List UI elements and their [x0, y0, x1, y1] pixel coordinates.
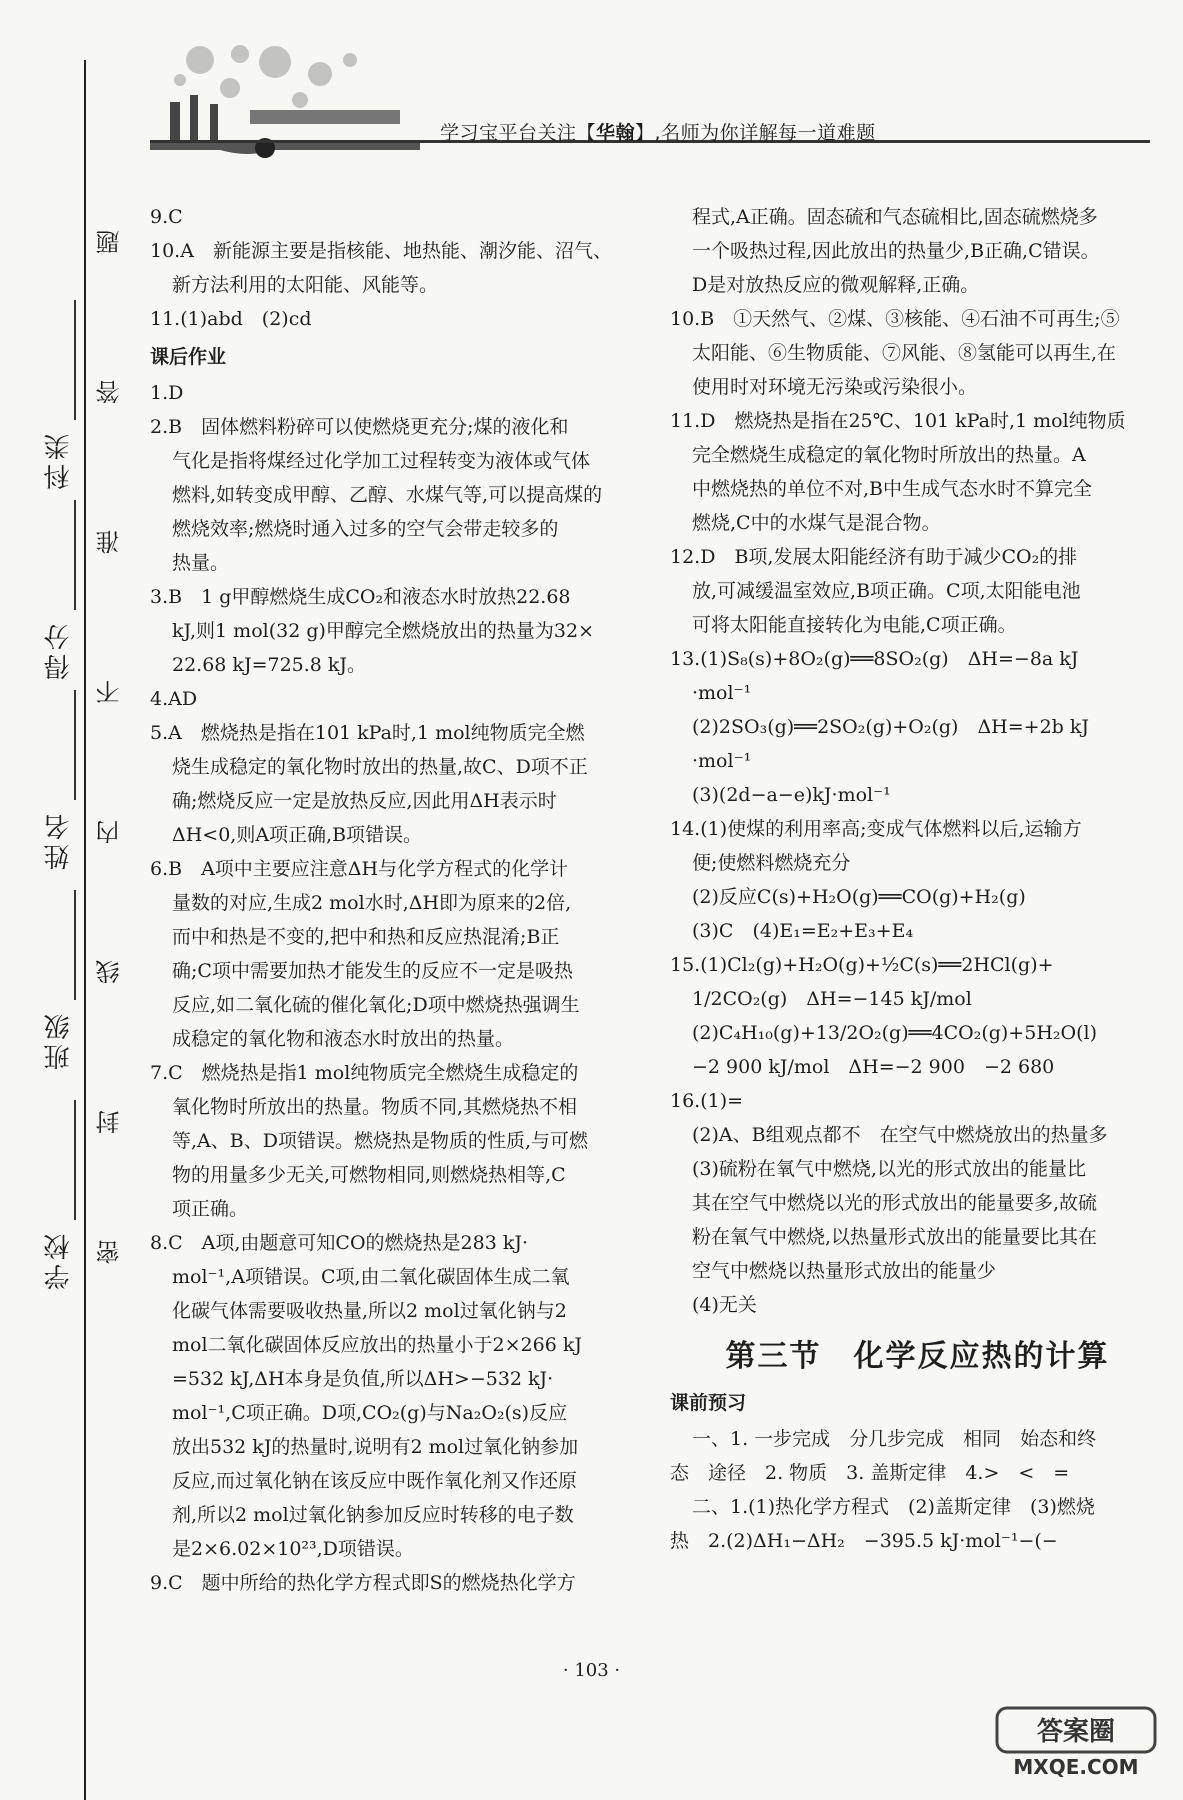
answer-line: (2)C₄H₁₀(g)+13/2O₂(g)══4CO₂(g)+5H₂O(l)	[692, 1022, 1097, 1044]
name-blank	[74, 690, 76, 800]
preview-line: 一、1. 一步完成 分几步完成 相同 始态和终	[692, 1428, 1097, 1450]
answer-line: (3)硫粉在氧气中燃烧,以光的形式放出的能量比	[692, 1158, 1086, 1180]
svg-text:MXQE.COM: MXQE.COM	[1013, 1755, 1139, 1779]
answer-line: (2)反应C(s)+H₂O(g)══CO(g)+H₂(g)	[692, 886, 1026, 908]
answer-line: (2)A、B组观点都不 在空气中燃烧放出的热量多	[692, 1124, 1108, 1146]
answer-line: 可将太阳能直接转化为电能,C项正确。	[692, 614, 1017, 636]
answer-line: 14.(1)使煤的利用率高;变成气体燃料以后,运输方	[670, 818, 1082, 840]
preview-line: 态 途径 2. 物质 3. 盖斯定律 4.> < =	[670, 1462, 1070, 1484]
answer-line: 新方法利用的太阳能、风能等。	[172, 274, 439, 296]
answer-line: 一个吸热过程,因此放出的热量少,B正确,C错误。	[692, 240, 1100, 262]
answer-line: (2)2SO₃(g)══2SO₂(g)+O₂(g) ΔH=+2b kJ	[692, 716, 1090, 738]
preview-line: 二、1.(1)热化学方程式 (2)盖斯定律 (3)燃烧	[692, 1496, 1095, 1518]
answer-line: 气化是指将煤经过化学加工过程转变为液体或气体	[172, 450, 591, 472]
answer-line: 燃烧效率;燃烧时通入过多的空气会带走较多的	[172, 518, 559, 540]
answer-line: 22.68 kJ=725.8 kJ。	[172, 654, 367, 676]
header-slogan: 学习宝平台关注【华翰】,名师为你详解每一道难题	[440, 122, 876, 144]
answer-line: 3.B 1 g甲醇燃烧生成CO₂和液态水时放热22.68	[150, 586, 571, 608]
answer-line: 而中和热是不变的,把中和热和反应热混淆;B正	[172, 926, 560, 948]
answer-line: 剂,所以2 mol过氧化钠参加反应时转移的电子数	[172, 1504, 574, 1526]
answer-line: 成稳定的氧化物和液态水时放出的热量。	[172, 1028, 515, 1050]
section-heading: 课后作业	[150, 346, 227, 368]
svg-text:答案圈: 答案圈	[1036, 1717, 1116, 1747]
seal-char: 题	[96, 230, 124, 254]
preview-line: 热 2.(2)ΔH₁−ΔH₂ −395.5 kJ·mol⁻¹−(−	[670, 1530, 1058, 1552]
preview-heading: 课前预习	[670, 1392, 747, 1414]
answer-line: 项正确。	[172, 1198, 249, 1220]
section-title: 第三节 化学反应热的计算	[725, 1339, 1110, 1374]
answer-line: 中燃烧热的单位不对,B中生成气态水时不算完全	[692, 478, 1093, 500]
answer-line: 反应,如二氧化硫的催化氧化;D项中燃烧热强调生	[172, 994, 580, 1016]
seal-char: 不	[96, 680, 124, 704]
answer-line: 太阳能、⑥生物质能、⑦风能、⑧氢能可以再生,在	[692, 342, 1117, 364]
answer-line: D是对放热反应的微观解释,正确。	[692, 274, 980, 296]
answer-line: 是2×6.02×10²³,D项错误。	[172, 1538, 414, 1560]
answer-line: 12.D B项,发展太阳能经济有助于减少CO₂的排	[670, 546, 1078, 568]
label-score: 得分	[44, 620, 74, 680]
answer-line: (3)C (4)E₁=E₂+E₃+E₄	[692, 920, 914, 942]
label-name: 姓名	[44, 810, 74, 870]
answer-line: 1/2CO₂(g) ΔH=−145 kJ/mol	[692, 988, 972, 1010]
binding-margin	[0, 0, 130, 1800]
answer-line: 空气中燃烧以热量形式放出的能量少	[692, 1260, 997, 1282]
answer-line: kJ,则1 mol(32 g)甲醇完全燃烧放出的热量为32×	[172, 620, 595, 642]
answer-line: 烧生成稳定的氧化物时放出的热量,故C、D项不正	[172, 756, 588, 778]
answer-line: 量数的对应,生成2 mol水时,ΔH即为原来的2倍,	[172, 892, 572, 914]
score-blank	[74, 500, 76, 610]
seal-char: 内	[96, 820, 124, 844]
answer-line: mol二氧化碳固体反应放出的热量小于2×266 kJ	[172, 1334, 582, 1356]
answer-line: 物的用量多少无关,可燃物相同,则燃烧热相等,C	[172, 1164, 566, 1186]
answer-line: 8.C A项,由题意可知CO的燃烧热是283 kJ·	[150, 1232, 529, 1254]
answer-line: 4.AD	[150, 688, 198, 710]
watermark-logo	[991, 1702, 1161, 1782]
answer-line: 13.(1)S₈(s)+8O₂(g)══8SO₂(g) ΔH=−8a kJ	[670, 648, 1079, 670]
seal-char: 密	[96, 1240, 124, 1264]
answer-line: 等,A、B、D项错误。燃烧热是物质的性质,与可燃	[172, 1130, 588, 1152]
answer-line: 热量。	[172, 552, 230, 574]
label-subject: 科类	[44, 430, 74, 490]
answer-line: =532 kJ,ΔH本身是负值,所以ΔH>−532 kJ·	[172, 1368, 554, 1390]
answer-line: 其在空气中燃烧以光的形式放出的能量要多,故硫	[692, 1192, 1098, 1214]
answer-line: 便;使燃料燃烧充分	[692, 852, 851, 874]
answer-line: 化碳气体需要吸收热量,所以2 mol过氧化钠与2	[172, 1300, 567, 1322]
answer-line: 使用时对环境无污染或污染很小。	[692, 376, 978, 398]
answer-line: (3)(2d−a−e)kJ·mol⁻¹	[692, 784, 891, 806]
answer-line: 放,可减缓温室效应,B项正确。C项,太阳能电池	[692, 580, 1081, 602]
answer-line: 6.B A项中主要应注意ΔH与化学方程式的化学计	[150, 858, 569, 880]
answer-line: 放出532 kJ的热量时,说明有2 mol过氧化钠参加	[172, 1436, 579, 1458]
subject-blank	[74, 300, 76, 420]
answer-line: ·mol⁻¹	[692, 750, 752, 772]
right-column	[670, 200, 1165, 1558]
answer-line: (4)无关	[692, 1294, 757, 1316]
answer-line: 16.(1)=	[670, 1090, 744, 1112]
seal-char: 答	[96, 380, 124, 404]
seal-char: 准	[96, 530, 124, 554]
left-column	[150, 200, 650, 1600]
answer-line: 确;C项中需要加热才能发生的反应不一定是吸热	[172, 960, 573, 982]
label-school: 学校	[44, 1230, 74, 1290]
seal-char: 封	[96, 1110, 124, 1134]
answer-line: 完全燃烧生成稳定的氧化物时所放出的热量。A	[692, 444, 1086, 466]
answer-line: 2.B 固体燃料粉碎可以使燃烧更充分;煤的液化和	[150, 416, 569, 438]
answer-line: mol⁻¹,A项错误。C项,由二氧化碳固体生成二氧	[172, 1266, 570, 1288]
answer-line: 11.D 燃烧热是指在25℃、101 kPa时,1 mol纯物质	[670, 410, 1126, 432]
answer-line: 9.C 题中所给的热化学方程式即S的燃烧热化学方	[150, 1572, 576, 1594]
binding-line	[84, 60, 86, 1800]
answer-line: 9.C	[150, 206, 183, 228]
answer-line: 氧化物时所放出的热量。物质不同,其燃烧热不相	[172, 1096, 578, 1118]
answer-line: 10.B ①天然气、②煤、③核能、④石油不可再生;⑤	[670, 308, 1120, 330]
answer-line: 15.(1)Cl₂(g)+H₂O(g)+½C(s)══2HCl(g)+	[670, 954, 1054, 976]
seal-char: 线	[96, 960, 124, 984]
answer-line: ΔH<0,则A项正确,B项错误。	[172, 824, 423, 846]
answer-line: 10.A 新能源主要是指核能、地热能、潮汐能、沼气、	[150, 240, 612, 262]
answer-line: 程式,A正确。固态硫和气态硫相比,固态硫燃烧多	[692, 206, 1098, 228]
answer-line: 确;燃烧反应一定是放热反应,因此用ΔH表示时	[172, 790, 557, 812]
answer-line: 燃料,如转变成甲醇、乙醇、水煤气等,可以提高煤的	[172, 484, 603, 506]
page-number: · 103 ·	[562, 1660, 621, 1681]
answer-line: 11.(1)abd (2)cd	[150, 308, 312, 330]
answer-line: 粉在氧气中燃烧,以热量形式放出的能量要比其在	[692, 1226, 1098, 1248]
answer-line: ·mol⁻¹	[692, 682, 752, 704]
answer-line: 5.A 燃烧热是指在101 kPa时,1 mol纯物质完全燃	[150, 722, 585, 744]
school-blank	[74, 1100, 76, 1220]
answer-line: 燃烧,C中的水煤气是混合物。	[692, 512, 941, 534]
answer-line: 7.C 燃烧热是指1 mol纯物质完全燃烧生成稳定的	[150, 1062, 579, 1084]
label-class: 班级	[44, 1010, 74, 1070]
class-blank	[74, 890, 76, 1000]
answer-line: 反应,而过氧化钠在该反应中既作氧化剂又作还原	[172, 1470, 578, 1492]
answer-line: 1.D	[150, 382, 184, 404]
answer-line: mol⁻¹,C项正确。D项,CO₂(g)与Na₂O₂(s)反应	[172, 1402, 568, 1424]
answer-line: −2 900 kJ/mol ΔH=−2 900 −2 680	[692, 1056, 1055, 1078]
